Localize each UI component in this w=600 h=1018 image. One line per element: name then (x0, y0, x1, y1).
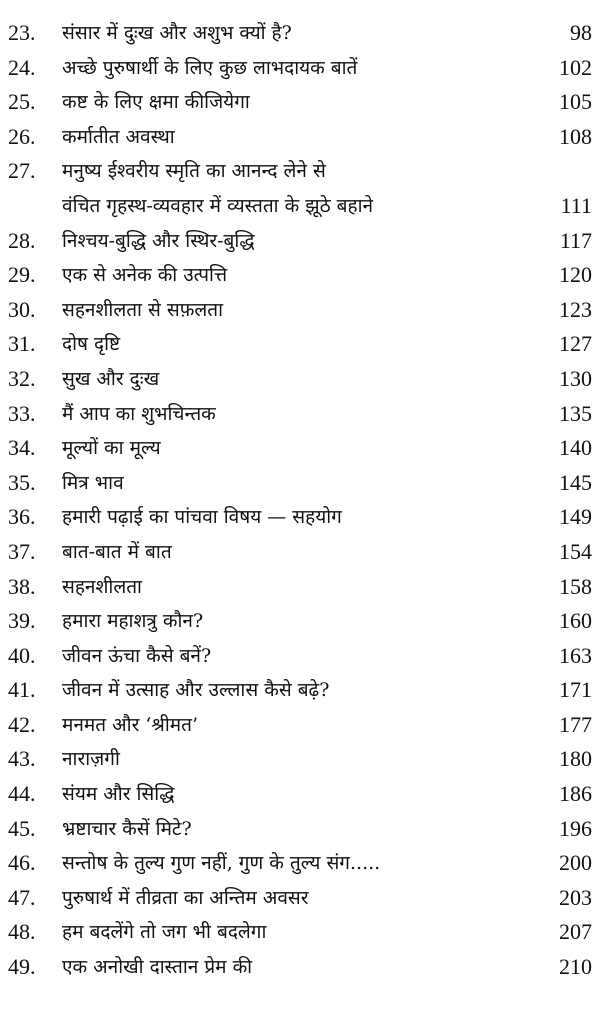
entry-page-number: 127 (559, 331, 592, 357)
entry-page-number: 186 (559, 781, 592, 807)
table-of-contents (0, 16, 600, 985)
toc-entry (0, 777, 600, 812)
entry-number: 35. (8, 469, 36, 495)
toc-entry (0, 51, 600, 86)
entry-number: 39. (8, 608, 36, 634)
entry-number: 29. (8, 262, 36, 288)
entry-title: मनमत और ‘श्रीमत’ (62, 713, 199, 736)
entry-page-number: 140 (559, 435, 592, 461)
toc-entry (0, 639, 600, 674)
entry-page-number: 108 (559, 123, 592, 149)
entry-title: बात-बात में बात (62, 540, 172, 563)
entry-page-number: 120 (559, 262, 592, 288)
entry-title: एक से अनेक की उत्पत्ति (62, 264, 228, 287)
entry-title: कष्ट के लिए क्षमा कीजियेगा (62, 91, 250, 114)
entry-title: हमारी पढ़ाई का पांचवा विषय — सहयोग (62, 506, 342, 529)
entry-number: 34. (8, 435, 36, 461)
entry-number: 24. (8, 54, 36, 80)
toc-entry (0, 500, 600, 535)
toc-entry (0, 224, 600, 259)
entry-page-number: 171 (559, 677, 592, 703)
toc-entry (0, 812, 600, 847)
entry-page-number: 105 (559, 89, 592, 115)
entry-page-number: 102 (559, 54, 592, 80)
entry-page-number: 207 (559, 919, 592, 945)
entry-page-number: 130 (559, 365, 592, 391)
entry-number: 27. (8, 158, 36, 184)
entry-number: 48. (8, 919, 36, 945)
toc-entry (0, 258, 600, 293)
toc-entry (0, 881, 600, 916)
toc-entry (0, 120, 600, 155)
entry-title: हम बदलेंगे तो जग भी बदलेगा (62, 921, 267, 944)
toc-entry (0, 397, 600, 432)
entry-title: पुरुषार्थ में तीव्रता का अन्तिम अवसर (62, 886, 309, 909)
entry-number: 33. (8, 400, 36, 426)
toc-entry (0, 431, 600, 466)
toc-entry (0, 154, 600, 223)
entry-number: 31. (8, 331, 36, 357)
entry-number: 25. (8, 89, 36, 115)
entry-title: सहनशीलता (62, 575, 142, 598)
entry-title: अच्छे पुरुषार्थी के लिए कुछ लाभदायक बातें (62, 56, 358, 79)
toc-entry (0, 742, 600, 777)
entry-page-number: 145 (559, 469, 592, 495)
entry-title-line-2: वंचित गृहस्थ-व्यवहार में व्यस्तता के झूठे बहाने (62, 194, 374, 217)
entry-title: मैं आप का शुभचिन्तक (62, 402, 216, 425)
entry-page-number: 158 (559, 573, 592, 599)
toc-entry (0, 327, 600, 362)
entry-number: 49. (8, 954, 36, 980)
entry-number: 45. (8, 815, 36, 841)
entry-title: निश्चय-बुद्धि और स्थिर-बुद्धि (62, 229, 255, 252)
entry-number: 37. (8, 538, 36, 564)
toc-entry (0, 915, 600, 950)
entry-number: 30. (8, 296, 36, 322)
entry-title: सहनशीलता से सफ़लता (62, 298, 224, 321)
toc-entry (0, 293, 600, 328)
entry-page-number: 154 (559, 538, 592, 564)
entry-title (62, 154, 532, 223)
entry-page-number: 160 (559, 608, 592, 634)
entry-number: 43. (8, 746, 36, 772)
toc-entry (0, 16, 600, 51)
toc-entry (0, 846, 600, 881)
entry-number: 46. (8, 850, 36, 876)
toc-entry (0, 604, 600, 639)
entry-title: कर्मातीत अवस्था (62, 125, 175, 148)
toc-entry (0, 535, 600, 570)
entry-title: जीवन में उत्साह और उल्लास कैसे बढ़े? (62, 679, 330, 702)
entry-title: नाराज़गी (62, 748, 120, 771)
entry-page-number: 200 (559, 850, 592, 876)
toc-entry (0, 708, 600, 743)
entry-page-number: 149 (559, 504, 592, 530)
entry-number: 40. (8, 642, 36, 668)
entry-page-number: 177 (559, 711, 592, 737)
toc-entry (0, 570, 600, 605)
entry-title: हमारा महाशत्रु कौन? (62, 610, 204, 633)
entry-title: मित्र भाव (62, 471, 124, 494)
entry-page-number: 163 (559, 642, 592, 668)
toc-entry (0, 466, 600, 501)
entry-title: संसार में दुःख और अशुभ क्यों है? (62, 22, 292, 44)
entry-title: सन्तोष के तुल्य गुण नहीं, गुण के तुल्य संग..... (62, 852, 381, 875)
entry-page-number: 111 (560, 192, 592, 218)
entry-number: 32. (8, 365, 36, 391)
entry-number: 36. (8, 504, 36, 530)
entry-number: 28. (8, 227, 36, 253)
entry-page-number: 123 (559, 296, 592, 322)
entry-number: 38. (8, 573, 36, 599)
toc-entry (0, 950, 600, 985)
entry-number: 44. (8, 781, 36, 807)
entry-number: 23. (8, 20, 36, 45)
toc-entry (0, 85, 600, 120)
entry-number: 41. (8, 677, 36, 703)
entry-title-line-1: मनुष्य ईश्वरीय स्मृति का आनन्द लेने से (62, 160, 326, 183)
entry-title: जीवन ऊंचा कैसे बनें? (62, 644, 212, 667)
entry-title: सुख और दुःख (62, 367, 160, 390)
entry-page-number: 135 (559, 400, 592, 426)
toc-entry (0, 673, 600, 708)
entry-page-number: 117 (559, 227, 592, 253)
entry-page-number: 196 (559, 815, 592, 841)
entry-page-number: 210 (559, 954, 592, 980)
entry-page-number: 203 (559, 884, 592, 910)
entry-number: 47. (8, 884, 36, 910)
entry-number: 42. (8, 711, 36, 737)
entry-title: मूल्यों का मूल्य (62, 437, 161, 460)
entry-title: भ्रष्टाचार कैसें मिटे? (62, 817, 192, 840)
entry-title: एक अनोखी दास्तान प्रेम की (62, 956, 253, 979)
entry-number: 26. (8, 123, 36, 149)
entry-title: दोष दृष्टि (62, 333, 121, 356)
entry-page-number: 180 (559, 746, 592, 772)
entry-title: संयम और सिद्धि (62, 783, 175, 806)
toc-entry (0, 362, 600, 397)
entry-page-number: 98 (570, 20, 592, 45)
